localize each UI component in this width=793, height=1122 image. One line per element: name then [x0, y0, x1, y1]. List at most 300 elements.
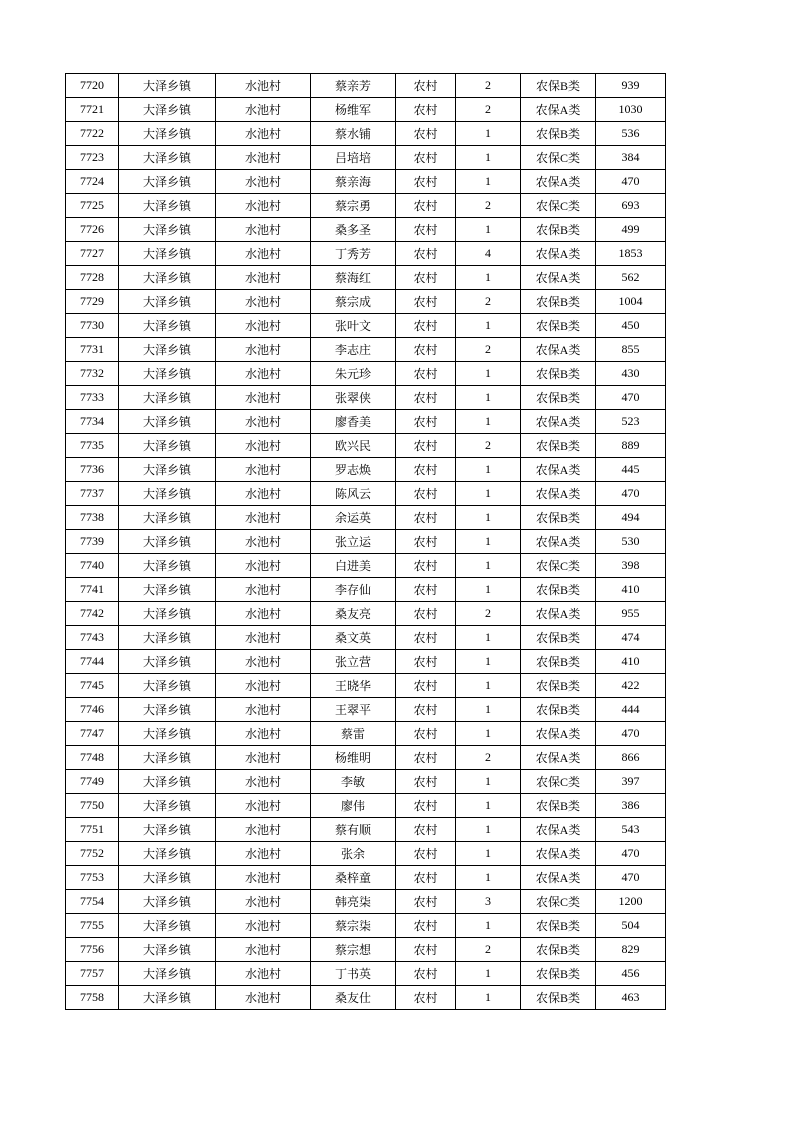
cell-serial-number: 7728 [66, 266, 119, 290]
cell-town: 大泽乡镇 [119, 266, 216, 290]
cell-category: 农村 [396, 74, 456, 98]
table-row [66, 146, 666, 170]
cell-village: 水池村 [216, 218, 311, 242]
cell-category: 农村 [396, 722, 456, 746]
cell-town: 大泽乡镇 [119, 794, 216, 818]
cell-person-name: 蔡宗成 [311, 290, 396, 314]
cell-insurance-type: 农保B类 [521, 74, 596, 98]
cell-village: 水池村 [216, 74, 311, 98]
cell-town: 大泽乡镇 [119, 146, 216, 170]
cell-person-name: 欧兴民 [311, 434, 396, 458]
cell-serial-number: 7733 [66, 386, 119, 410]
cell-serial-number: 7734 [66, 410, 119, 434]
cell-person-count: 1 [456, 386, 521, 410]
cell-town: 大泽乡镇 [119, 314, 216, 338]
cell-village: 水池村 [216, 578, 311, 602]
cell-category: 农村 [396, 266, 456, 290]
cell-town: 大泽乡镇 [119, 770, 216, 794]
cell-person-name: 李存仙 [311, 578, 396, 602]
cell-serial-number: 7753 [66, 866, 119, 890]
cell-village: 水池村 [216, 626, 311, 650]
cell-amount: 397 [596, 770, 666, 794]
cell-insurance-type: 农保B类 [521, 290, 596, 314]
cell-serial-number: 7743 [66, 626, 119, 650]
cell-amount: 386 [596, 794, 666, 818]
cell-person-name: 张余 [311, 842, 396, 866]
cell-amount: 410 [596, 578, 666, 602]
cell-person-name: 张立运 [311, 530, 396, 554]
cell-insurance-type: 农保B类 [521, 362, 596, 386]
cell-person-count: 1 [456, 866, 521, 890]
cell-town: 大泽乡镇 [119, 74, 216, 98]
cell-category: 农村 [396, 650, 456, 674]
cell-person-count: 1 [456, 314, 521, 338]
table-row [66, 866, 666, 890]
cell-town: 大泽乡镇 [119, 698, 216, 722]
cell-person-name: 蔡水铺 [311, 122, 396, 146]
cell-town: 大泽乡镇 [119, 482, 216, 506]
cell-serial-number: 7736 [66, 458, 119, 482]
cell-person-name: 王晓华 [311, 674, 396, 698]
cell-person-count: 2 [456, 74, 521, 98]
cell-village: 水池村 [216, 290, 311, 314]
table-row [66, 242, 666, 266]
cell-village: 水池村 [216, 170, 311, 194]
cell-town: 大泽乡镇 [119, 602, 216, 626]
cell-person-name: 蔡有顺 [311, 818, 396, 842]
cell-person-count: 1 [456, 458, 521, 482]
cell-insurance-type: 农保C类 [521, 146, 596, 170]
table-row [66, 218, 666, 242]
cell-village: 水池村 [216, 770, 311, 794]
table-row [66, 842, 666, 866]
cell-person-count: 2 [456, 98, 521, 122]
cell-person-name: 廖香美 [311, 410, 396, 434]
cell-amount: 562 [596, 266, 666, 290]
cell-insurance-type: 农保B类 [521, 962, 596, 986]
table-row [66, 362, 666, 386]
table-row [66, 770, 666, 794]
cell-insurance-type: 农保A类 [521, 746, 596, 770]
cell-serial-number: 7751 [66, 818, 119, 842]
cell-amount: 398 [596, 554, 666, 578]
records-table-body [66, 74, 666, 1010]
cell-person-count: 2 [456, 194, 521, 218]
cell-town: 大泽乡镇 [119, 650, 216, 674]
cell-village: 水池村 [216, 986, 311, 1010]
cell-town: 大泽乡镇 [119, 986, 216, 1010]
table-row [66, 386, 666, 410]
cell-village: 水池村 [216, 794, 311, 818]
cell-category: 农村 [396, 578, 456, 602]
cell-person-count: 1 [456, 818, 521, 842]
cell-amount: 866 [596, 746, 666, 770]
cell-insurance-type: 农保B类 [521, 506, 596, 530]
cell-town: 大泽乡镇 [119, 938, 216, 962]
cell-person-name: 李志庄 [311, 338, 396, 362]
cell-amount: 855 [596, 338, 666, 362]
cell-serial-number: 7745 [66, 674, 119, 698]
cell-village: 水池村 [216, 386, 311, 410]
cell-town: 大泽乡镇 [119, 554, 216, 578]
cell-category: 农村 [396, 170, 456, 194]
cell-serial-number: 7742 [66, 602, 119, 626]
cell-insurance-type: 农保B类 [521, 218, 596, 242]
cell-category: 农村 [396, 434, 456, 458]
cell-amount: 430 [596, 362, 666, 386]
cell-person-name: 吕培培 [311, 146, 396, 170]
cell-insurance-type: 农保C类 [521, 770, 596, 794]
cell-serial-number: 7746 [66, 698, 119, 722]
cell-person-name: 李敏 [311, 770, 396, 794]
cell-town: 大泽乡镇 [119, 914, 216, 938]
table-row [66, 722, 666, 746]
cell-serial-number: 7756 [66, 938, 119, 962]
cell-insurance-type: 农保A类 [521, 842, 596, 866]
cell-amount: 523 [596, 410, 666, 434]
cell-serial-number: 7755 [66, 914, 119, 938]
cell-category: 农村 [396, 986, 456, 1010]
cell-amount: 444 [596, 698, 666, 722]
cell-amount: 456 [596, 962, 666, 986]
cell-person-name: 罗志焕 [311, 458, 396, 482]
cell-village: 水池村 [216, 746, 311, 770]
cell-serial-number: 7750 [66, 794, 119, 818]
cell-amount: 450 [596, 314, 666, 338]
cell-person-name: 陈风云 [311, 482, 396, 506]
cell-town: 大泽乡镇 [119, 290, 216, 314]
cell-category: 农村 [396, 698, 456, 722]
cell-town: 大泽乡镇 [119, 746, 216, 770]
cell-village: 水池村 [216, 554, 311, 578]
cell-insurance-type: 农保C类 [521, 194, 596, 218]
cell-category: 农村 [396, 362, 456, 386]
cell-person-count: 1 [456, 530, 521, 554]
cell-category: 农村 [396, 770, 456, 794]
cell-amount: 1004 [596, 290, 666, 314]
cell-person-count: 1 [456, 914, 521, 938]
cell-town: 大泽乡镇 [119, 386, 216, 410]
cell-amount: 1200 [596, 890, 666, 914]
cell-category: 农村 [396, 458, 456, 482]
cell-town: 大泽乡镇 [119, 458, 216, 482]
table-row [66, 818, 666, 842]
cell-village: 水池村 [216, 242, 311, 266]
cell-category: 农村 [396, 386, 456, 410]
cell-insurance-type: 农保C类 [521, 890, 596, 914]
table-row [66, 962, 666, 986]
cell-serial-number: 7757 [66, 962, 119, 986]
cell-category: 农村 [396, 554, 456, 578]
cell-amount: 693 [596, 194, 666, 218]
cell-category: 农村 [396, 146, 456, 170]
cell-person-name: 蔡亲海 [311, 170, 396, 194]
cell-person-count: 1 [456, 554, 521, 578]
cell-amount: 410 [596, 650, 666, 674]
cell-person-count: 1 [456, 842, 521, 866]
cell-person-name: 余运英 [311, 506, 396, 530]
cell-village: 水池村 [216, 650, 311, 674]
cell-insurance-type: 农保B类 [521, 386, 596, 410]
table-row [66, 290, 666, 314]
cell-insurance-type: 农保A类 [521, 266, 596, 290]
cell-category: 农村 [396, 914, 456, 938]
cell-town: 大泽乡镇 [119, 626, 216, 650]
cell-category: 农村 [396, 410, 456, 434]
cell-person-name: 桑梓童 [311, 866, 396, 890]
cell-person-name: 杨维军 [311, 98, 396, 122]
cell-amount: 463 [596, 986, 666, 1010]
table-row [66, 938, 666, 962]
cell-category: 农村 [396, 602, 456, 626]
cell-category: 农村 [396, 842, 456, 866]
cell-insurance-type: 农保B类 [521, 578, 596, 602]
cell-serial-number: 7727 [66, 242, 119, 266]
table-row [66, 554, 666, 578]
cell-amount: 470 [596, 866, 666, 890]
cell-town: 大泽乡镇 [119, 170, 216, 194]
cell-person-count: 1 [456, 626, 521, 650]
cell-amount: 494 [596, 506, 666, 530]
cell-person-name: 张立营 [311, 650, 396, 674]
cell-person-name: 张叶文 [311, 314, 396, 338]
cell-serial-number: 7741 [66, 578, 119, 602]
cell-person-count: 1 [456, 506, 521, 530]
cell-village: 水池村 [216, 98, 311, 122]
cell-serial-number: 7749 [66, 770, 119, 794]
table-row [66, 698, 666, 722]
cell-person-count: 1 [456, 698, 521, 722]
cell-serial-number: 7758 [66, 986, 119, 1010]
cell-insurance-type: 农保B类 [521, 698, 596, 722]
cell-person-name: 桑友仕 [311, 986, 396, 1010]
cell-town: 大泽乡镇 [119, 242, 216, 266]
cell-serial-number: 7740 [66, 554, 119, 578]
cell-amount: 422 [596, 674, 666, 698]
cell-town: 大泽乡镇 [119, 338, 216, 362]
cell-category: 农村 [396, 194, 456, 218]
cell-village: 水池村 [216, 842, 311, 866]
cell-amount: 445 [596, 458, 666, 482]
cell-insurance-type: 农保B类 [521, 914, 596, 938]
cell-town: 大泽乡镇 [119, 410, 216, 434]
table-row [66, 482, 666, 506]
cell-person-count: 2 [456, 746, 521, 770]
cell-insurance-type: 农保B类 [521, 314, 596, 338]
cell-town: 大泽乡镇 [119, 530, 216, 554]
cell-town: 大泽乡镇 [119, 98, 216, 122]
table-row [66, 674, 666, 698]
cell-village: 水池村 [216, 194, 311, 218]
cell-town: 大泽乡镇 [119, 578, 216, 602]
cell-person-count: 1 [456, 962, 521, 986]
cell-amount: 474 [596, 626, 666, 650]
cell-category: 农村 [396, 122, 456, 146]
cell-insurance-type: 农保B类 [521, 434, 596, 458]
table-row [66, 986, 666, 1010]
cell-category: 农村 [396, 866, 456, 890]
cell-amount: 470 [596, 170, 666, 194]
table-row [66, 794, 666, 818]
cell-serial-number: 7744 [66, 650, 119, 674]
cell-person-count: 2 [456, 434, 521, 458]
table-row [66, 434, 666, 458]
cell-person-name: 桑多圣 [311, 218, 396, 242]
cell-person-name: 张翠侠 [311, 386, 396, 410]
cell-person-count: 1 [456, 266, 521, 290]
cell-town: 大泽乡镇 [119, 842, 216, 866]
cell-town: 大泽乡镇 [119, 962, 216, 986]
table-row [66, 458, 666, 482]
cell-person-count: 1 [456, 146, 521, 170]
cell-village: 水池村 [216, 410, 311, 434]
cell-village: 水池村 [216, 938, 311, 962]
cell-person-count: 1 [456, 410, 521, 434]
table-row [66, 266, 666, 290]
cell-insurance-type: 农保C类 [521, 554, 596, 578]
cell-village: 水池村 [216, 914, 311, 938]
cell-person-count: 1 [456, 674, 521, 698]
cell-serial-number: 7732 [66, 362, 119, 386]
cell-person-name: 白进美 [311, 554, 396, 578]
table-row [66, 578, 666, 602]
cell-village: 水池村 [216, 482, 311, 506]
table-row [66, 314, 666, 338]
cell-amount: 470 [596, 722, 666, 746]
cell-insurance-type: 农保A类 [521, 866, 596, 890]
cell-category: 农村 [396, 314, 456, 338]
table-row [66, 602, 666, 626]
cell-village: 水池村 [216, 434, 311, 458]
cell-person-count: 1 [456, 170, 521, 194]
cell-town: 大泽乡镇 [119, 674, 216, 698]
cell-person-count: 2 [456, 938, 521, 962]
cell-person-name: 王翠平 [311, 698, 396, 722]
cell-amount: 499 [596, 218, 666, 242]
cell-person-name: 蔡宗柒 [311, 914, 396, 938]
cell-town: 大泽乡镇 [119, 866, 216, 890]
cell-village: 水池村 [216, 890, 311, 914]
cell-serial-number: 7731 [66, 338, 119, 362]
cell-serial-number: 7726 [66, 218, 119, 242]
table-row [66, 626, 666, 650]
table-row [66, 530, 666, 554]
cell-town: 大泽乡镇 [119, 218, 216, 242]
cell-person-count: 1 [456, 770, 521, 794]
cell-town: 大泽乡镇 [119, 818, 216, 842]
cell-amount: 1853 [596, 242, 666, 266]
cell-town: 大泽乡镇 [119, 362, 216, 386]
cell-insurance-type: 农保A类 [521, 170, 596, 194]
cell-serial-number: 7724 [66, 170, 119, 194]
cell-serial-number: 7720 [66, 74, 119, 98]
cell-category: 农村 [396, 962, 456, 986]
cell-insurance-type: 农保A类 [521, 530, 596, 554]
table-row [66, 506, 666, 530]
cell-person-count: 2 [456, 602, 521, 626]
cell-town: 大泽乡镇 [119, 122, 216, 146]
table-row [66, 98, 666, 122]
cell-town: 大泽乡镇 [119, 194, 216, 218]
cell-serial-number: 7738 [66, 506, 119, 530]
cell-amount: 470 [596, 386, 666, 410]
cell-serial-number: 7748 [66, 746, 119, 770]
cell-person-name: 蔡雷 [311, 722, 396, 746]
cell-insurance-type: 农保A类 [521, 98, 596, 122]
cell-insurance-type: 农保A类 [521, 338, 596, 362]
cell-category: 农村 [396, 938, 456, 962]
cell-amount: 470 [596, 842, 666, 866]
cell-insurance-type: 农保B类 [521, 626, 596, 650]
cell-category: 农村 [396, 290, 456, 314]
cell-category: 农村 [396, 338, 456, 362]
cell-person-count: 1 [456, 722, 521, 746]
cell-serial-number: 7725 [66, 194, 119, 218]
cell-insurance-type: 农保B类 [521, 986, 596, 1010]
cell-person-count: 1 [456, 482, 521, 506]
table-row [66, 890, 666, 914]
cell-category: 农村 [396, 674, 456, 698]
cell-person-count: 1 [456, 986, 521, 1010]
cell-village: 水池村 [216, 866, 311, 890]
cell-person-name: 桑友亮 [311, 602, 396, 626]
cell-village: 水池村 [216, 314, 311, 338]
cell-person-name: 丁秀芳 [311, 242, 396, 266]
cell-serial-number: 7754 [66, 890, 119, 914]
cell-category: 农村 [396, 794, 456, 818]
cell-village: 水池村 [216, 122, 311, 146]
cell-village: 水池村 [216, 146, 311, 170]
table-row [66, 650, 666, 674]
cell-category: 农村 [396, 890, 456, 914]
cell-insurance-type: 农保A类 [521, 818, 596, 842]
cell-village: 水池村 [216, 602, 311, 626]
cell-insurance-type: 农保A类 [521, 410, 596, 434]
cell-village: 水池村 [216, 698, 311, 722]
cell-amount: 1030 [596, 98, 666, 122]
cell-insurance-type: 农保B类 [521, 122, 596, 146]
table-row [66, 410, 666, 434]
cell-serial-number: 7752 [66, 842, 119, 866]
cell-insurance-type: 农保B类 [521, 938, 596, 962]
cell-town: 大泽乡镇 [119, 890, 216, 914]
cell-person-count: 2 [456, 338, 521, 362]
cell-person-count: 2 [456, 290, 521, 314]
table-row [66, 74, 666, 98]
cell-person-name: 蔡宗勇 [311, 194, 396, 218]
cell-amount: 536 [596, 122, 666, 146]
cell-serial-number: 7739 [66, 530, 119, 554]
cell-insurance-type: 农保A类 [521, 458, 596, 482]
cell-category: 农村 [396, 242, 456, 266]
cell-village: 水池村 [216, 506, 311, 530]
cell-insurance-type: 农保A类 [521, 482, 596, 506]
cell-person-name: 蔡亲芳 [311, 74, 396, 98]
cell-village: 水池村 [216, 722, 311, 746]
cell-person-count: 1 [456, 650, 521, 674]
cell-insurance-type: 农保A类 [521, 602, 596, 626]
cell-amount: 470 [596, 482, 666, 506]
table-row [66, 338, 666, 362]
cell-person-count: 1 [456, 122, 521, 146]
cell-amount: 530 [596, 530, 666, 554]
cell-amount: 955 [596, 602, 666, 626]
cell-person-name: 桑文英 [311, 626, 396, 650]
cell-serial-number: 7729 [66, 290, 119, 314]
cell-village: 水池村 [216, 458, 311, 482]
cell-village: 水池村 [216, 266, 311, 290]
cell-amount: 889 [596, 434, 666, 458]
